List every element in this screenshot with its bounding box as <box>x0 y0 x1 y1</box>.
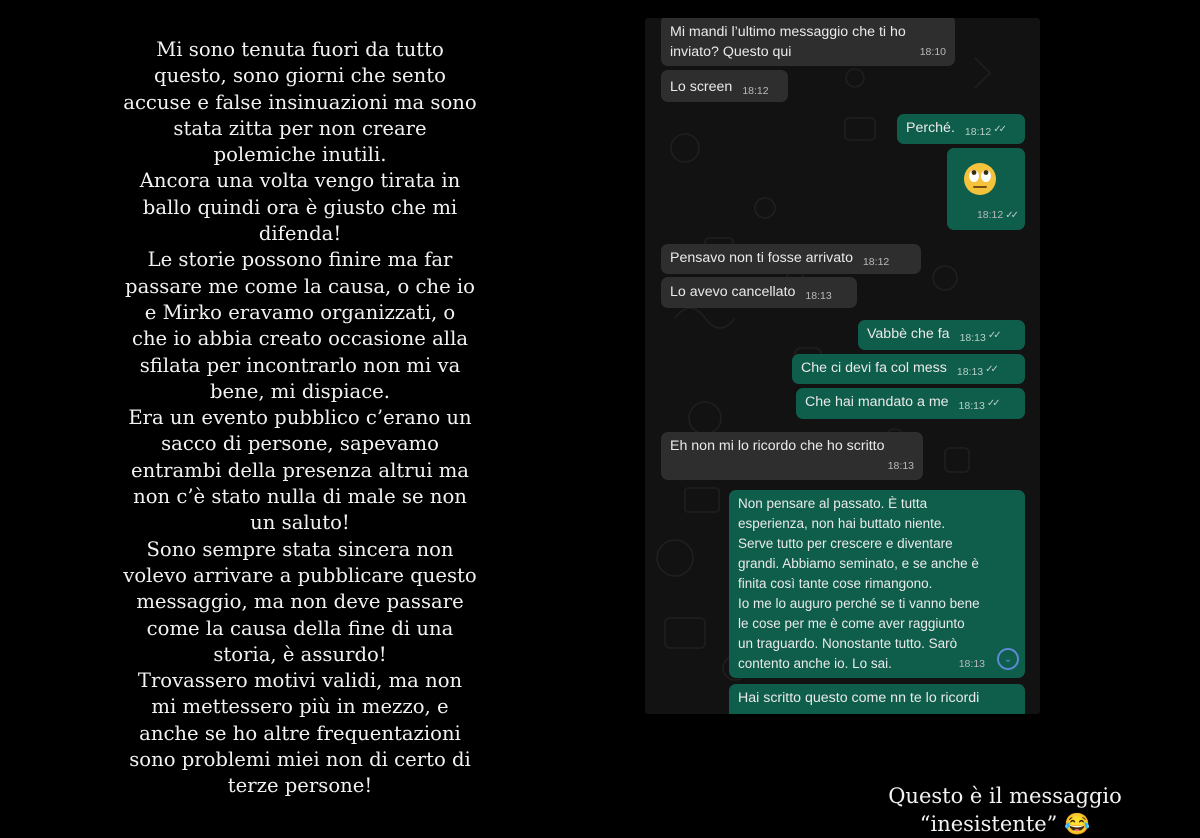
message-time: 18:12 <box>964 126 992 138</box>
message-time: 18:13 <box>958 658 985 670</box>
message-text: Che hai mandato a me <box>805 394 949 410</box>
statement-line: polemiche inutili. <box>213 143 387 167</box>
statement-line: sfilata per incontrarlo non mi va <box>139 353 461 377</box>
story-caption <box>860 782 1150 838</box>
message-text: Vabbè che fa <box>867 326 950 342</box>
statement-line: messaggio, ma non deve passare <box>136 590 464 614</box>
statement-line: stata zitta per non creare <box>173 116 427 140</box>
message-text: Che ci devi fa col mess <box>801 360 947 376</box>
outgoing-message <box>729 490 1025 678</box>
message-time: 18:13 <box>958 400 985 412</box>
read-receipt-icon: ✓✓ <box>985 364 996 375</box>
outgoing-message <box>792 354 1025 384</box>
message-time: 18:10 <box>919 46 946 58</box>
message-text: Non pensare al passato. È tutta <box>738 496 928 511</box>
message-text: Mi mandi l’ultimo messaggio che ti ho <box>670 24 906 40</box>
statement-line: bene, mi dispiace. <box>209 379 391 403</box>
read-receipt-icon: ✓✓ <box>993 124 1004 135</box>
statement-line: terze persone! <box>227 774 373 798</box>
statement-line: Era un evento pubblico c’erano un <box>128 406 472 430</box>
statement-line: ballo quindi ora è giusto che mi <box>142 195 458 219</box>
message-text: Eh non mi lo ricordo che ho scritto <box>670 438 885 454</box>
statement-line: difenda! <box>258 222 342 246</box>
message-time: 18:13 <box>956 366 984 378</box>
incoming-message <box>661 70 788 102</box>
statement-line: sacco di persone, sapevamo <box>161 432 439 456</box>
statement-line: Mi sono tenuta fuori da tutto <box>156 38 444 61</box>
caption-line: “inesistente” 😂 <box>919 812 1091 836</box>
read-receipt-icon: ✓✓ <box>1005 210 1016 221</box>
outgoing-message <box>947 148 1025 230</box>
statement-line: storia, è assurdo! <box>213 642 387 666</box>
outgoing-message <box>729 684 1025 714</box>
message-text: Hai scritto questo come nn te lo ricordi <box>738 690 980 706</box>
statement-line: un saluto! <box>250 511 350 535</box>
incoming-message <box>661 277 857 308</box>
message-time: 18:12 <box>862 256 890 268</box>
read-receipt-icon: ✓✓ <box>986 398 998 409</box>
caption-line: Questo è il messaggio <box>888 784 1122 808</box>
message-text: esperienza, non hai buttato niente. <box>738 516 946 531</box>
message-text: le cose per me è come aver raggiunto <box>738 616 965 631</box>
message-text: Io me lo auguro perché se ti vanno bene <box>738 596 980 611</box>
statement-line: entrambi della presenza altrui ma <box>131 458 469 482</box>
eye-roll-emoji <box>963 162 997 196</box>
message-text: Lo screen <box>670 79 733 95</box>
message-text: grandi. Abbiamo seminato, e se anche è <box>738 556 979 571</box>
statement-line: Ancora una volta vengo tirata in <box>139 169 461 193</box>
statement-line: Le storie possono finire ma far <box>147 248 453 272</box>
statement-line: come la causa della fine di una <box>146 616 454 640</box>
message-time: 18:13 <box>959 332 986 344</box>
message-text: Serve tutto per crescere e diventare <box>738 536 953 551</box>
message-text: Pensavo non ti fosse arrivato <box>670 250 853 266</box>
statement-line: e Mirko eravamo organizzati, o <box>144 300 456 324</box>
statement-line: volevo arrivare a pubblicare questo <box>123 563 477 587</box>
statement-line: Trovassero motivi validi, ma non <box>137 669 463 693</box>
read-receipt-icon: ✓✓ <box>987 330 999 341</box>
message-time: 18:13 <box>805 290 832 302</box>
incoming-message <box>661 244 921 274</box>
statement-line: accuse e false insinuazioni ma sono <box>123 90 477 114</box>
message-text: finita così tante cose rimangono. <box>738 576 933 591</box>
statement-line: anche se ho altre frequentazioni <box>139 721 461 745</box>
statement-line: passare me come la causa, o che io <box>125 274 475 298</box>
outgoing-message <box>858 320 1025 350</box>
message-text: contento anche io. Lo sai. <box>738 656 892 671</box>
message-time: 18:13 <box>887 460 914 472</box>
message-text: inviato? Questo qui <box>670 44 792 60</box>
statement-line: non c’è stato nulla di male se non <box>133 485 467 509</box>
chat-screenshot <box>645 18 1040 714</box>
outgoing-message <box>897 114 1025 144</box>
outgoing-message <box>796 388 1025 419</box>
message-time <box>977 205 1016 226</box>
incoming-message <box>661 18 955 66</box>
incoming-message <box>661 432 923 480</box>
statement-line: Sono sempre stata sincera non <box>146 537 454 561</box>
scroll-down-button[interactable] <box>997 648 1019 670</box>
message-time-text: 18:12 <box>976 209 1004 221</box>
message-text: un traguardo. Nonostante tutto. Sarò <box>738 636 958 651</box>
statement-line: questo, sono giorni che sento <box>154 64 446 88</box>
statement-line: sono problemi miei non di certo di <box>129 748 471 772</box>
chevron-down-icon: ⌄ <box>1003 652 1013 665</box>
statement-text <box>110 37 490 800</box>
statement-line: che io abbia creato occasione alla <box>131 327 469 351</box>
statement-line: mi mettessero più in mezzo, e <box>151 695 449 719</box>
message-text: Perché. <box>906 120 955 136</box>
message-text: Lo avevo cancellato <box>670 284 796 300</box>
message-time: 18:12 <box>742 85 769 97</box>
